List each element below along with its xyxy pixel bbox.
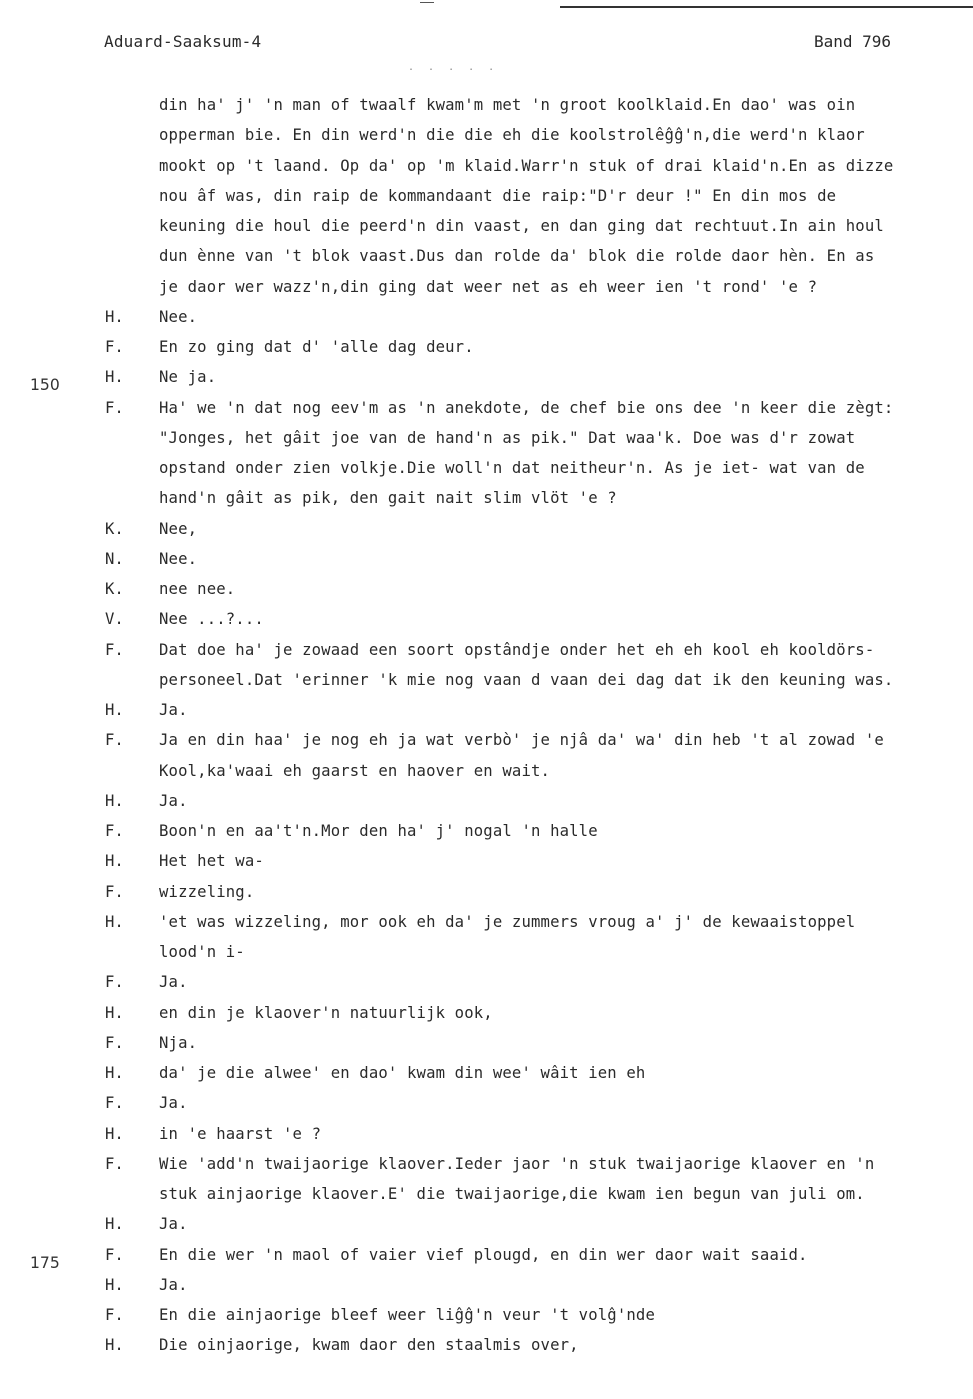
transcript-line	[0, 1270, 973, 1300]
margin-line-number: 150	[30, 376, 60, 395]
utterance-text: nou âf was, din raip de kommandaant die raip:"D'r deur !" En din mos de	[159, 186, 837, 205]
utterance-text: Ja.	[159, 1215, 188, 1234]
transcript-line	[0, 120, 973, 150]
transcript-line	[0, 272, 973, 302]
utterance-text: Nee,	[159, 519, 198, 538]
transcript-line	[0, 302, 973, 332]
speaker-label: F.	[105, 1245, 124, 1264]
utterance-text: Ne ja.	[159, 368, 217, 387]
utterance-text: Kool,ka'waai eh gaarst en haover en wait.	[159, 761, 551, 780]
utterance-text: opperman bie. En din werd'n die die eh die koolstrolêĝĝ'n,die werd'n klaor	[159, 126, 865, 145]
speaker-label: F.	[105, 338, 124, 356]
speaker-label: H.	[105, 1124, 124, 1143]
speaker-label: F.	[105, 398, 124, 417]
speaker-label: N.	[105, 549, 124, 568]
transcript-line	[0, 846, 973, 876]
band-number: Band 796	[814, 32, 892, 51]
utterance-text: en din je klaover'n natuurlijk ook,	[159, 1003, 493, 1022]
transcript-line	[0, 1028, 973, 1058]
transcript-line	[0, 514, 973, 544]
utterance-text: nee nee.	[159, 580, 236, 598]
transcript-line	[0, 151, 973, 181]
transcript-line	[0, 695, 973, 725]
transcript-line	[0, 241, 973, 271]
speaker-label: H.	[105, 701, 124, 719]
transcript-line	[0, 1149, 973, 1179]
transcript-line	[0, 544, 973, 574]
speaker-label: H.	[105, 307, 124, 326]
transcript-line	[0, 483, 973, 513]
speaker-label: H.	[105, 852, 124, 871]
utterance-text: Nee ...?...	[159, 610, 264, 629]
transcript-line	[0, 604, 973, 634]
utterance-text: Die oinjaorige, kwam daor den staalmis over,	[159, 1336, 579, 1355]
utterance-text: "Jonges, het gâit joe van de hand'n as pik." Dat waa'k. Doe was d'r zowat	[159, 428, 856, 447]
utterance-text: opstand onder zien volkje.Die woll'n dat neitheur'n. As je iet- wat van de	[159, 459, 865, 477]
speaker-label: K.	[105, 580, 124, 598]
utterance-text: stuk ainjaorige klaover.E' die twaijaorige,die kwam ien begun van juli om.	[159, 1185, 865, 1203]
speaker-label: F.	[105, 640, 124, 659]
utterance-text: Ja.	[159, 1094, 188, 1113]
utterance-text: Het het wa-	[159, 852, 264, 871]
margin-line-number: 175	[30, 1253, 60, 1272]
utterance-text: Ja.	[159, 791, 188, 810]
transcript-line	[0, 635, 973, 665]
utterance-text: 'et was wizzeling, mor ook eh da' je zummers vroug a' j' de kewaaistoppel	[159, 912, 856, 931]
transcript-line	[0, 393, 973, 423]
speaker-label: F.	[105, 1033, 124, 1052]
transcript-line	[0, 1088, 973, 1118]
speaker-label: H.	[105, 791, 124, 810]
top-mark	[420, 2, 434, 3]
speaker-label: H.	[105, 368, 124, 387]
transcript-line	[0, 332, 973, 362]
speaker-label: F.	[105, 822, 124, 840]
transcript-line	[0, 1179, 973, 1209]
transcript-line	[0, 907, 973, 937]
speaker-label: H.	[105, 1215, 124, 1234]
transcript-line	[0, 998, 973, 1028]
speaker-label: H.	[105, 912, 124, 931]
utterance-text: Ja en din haa' je nog eh ja wat verbò' je njâ da' wa' din heb 't al zowad 'e	[159, 731, 884, 750]
transcript-line	[0, 1119, 973, 1149]
utterance-text: Ha' we 'n dat nog eev'm as 'n anekdote, de chef bie ons dee 'n keer die zègt:	[159, 398, 894, 417]
transcript-line	[0, 786, 973, 816]
speaker-label: F.	[105, 1154, 124, 1173]
transcript-line	[0, 1300, 973, 1330]
utterance-text: personeel.Dat 'erinner 'k mie nog vaan d vaan dei dag dat ik den keuning was.	[159, 670, 894, 689]
utterance-text: Nee.	[159, 307, 198, 326]
speaker-label: F.	[105, 1094, 124, 1113]
speaker-label: F.	[105, 731, 124, 750]
utterance-text: Dat doe ha' je zowaad een soort opstândje onder het eh eh kool eh kooldörs-	[159, 640, 875, 659]
speaker-label: H.	[105, 1003, 124, 1022]
transcript-line	[0, 756, 973, 786]
speaker-label: H.	[105, 1275, 124, 1294]
utterance-text: En die ainjaorige bleef weer liĝĝ'n veur 't volĝ'nde	[159, 1306, 655, 1324]
transcript-line	[0, 1330, 973, 1360]
utterance-text: En die wer 'n maol of vaier vief plougd, en din wer daor wait saaid.	[159, 1245, 808, 1264]
utterance-text: hand'n gâit as pik, den gait nait slim vlöt 'e ?	[159, 489, 617, 508]
utterance-text: je daor wer wazz'n,din ging dat weer net as eh weer ien 't rond' 'e ?	[159, 277, 818, 296]
utterance-text: Nja.	[159, 1033, 198, 1052]
utterance-text: dun ènne van 't blok vaast.Dus dan rolde da' blok die rolde daor hèn. En as	[159, 247, 875, 266]
speaker-label: K.	[105, 519, 124, 538]
speaker-label: V.	[105, 610, 124, 629]
transcript-line	[0, 574, 973, 604]
transcript-line	[0, 181, 973, 211]
speaker-label: H.	[105, 1336, 124, 1355]
utterance-text: mookt op 't laand. Op da' op 'm klaid.Warr'n stuk of drai klaid'n.En as dizze	[159, 156, 894, 175]
transcript-line	[0, 725, 973, 755]
speaker-label: F.	[105, 882, 124, 901]
utterance-text: Ja.	[159, 1275, 188, 1294]
transcript-line	[0, 816, 973, 846]
utterance-text: En zo ging dat d' 'alle dag deur.	[159, 338, 474, 356]
utterance-text: in 'e haarst 'e ?	[159, 1124, 322, 1143]
transcript-line	[0, 211, 973, 241]
top-rule	[560, 6, 973, 8]
utterance-text: Boon'n en aa't'n.Mor den ha' j' nogal 'n halle	[159, 822, 598, 840]
utterance-text: lood'n i-	[159, 943, 245, 961]
transcript-line	[0, 1209, 973, 1239]
speaker-label: F.	[105, 973, 124, 992]
utterance-text: din ha' j' 'n man of twaalf kwam'm met 'n groot koolklaid.En dao' was oin	[159, 96, 856, 114]
transcript-line	[0, 967, 973, 997]
transcript-line	[0, 453, 973, 483]
utterance-text: Wie 'add'n twaijaorige klaover.Ieder jaor 'n stuk twaijaorige klaover en 'n	[159, 1154, 875, 1173]
utterance-text: Nee.	[159, 549, 198, 568]
utterance-text: Ja.	[159, 973, 188, 992]
utterance-text: keuning die houl die peerd'n din vaast, en dan ging dat rechtuut.In ain houl	[159, 217, 884, 235]
document-title: Aduard-Saaksum-4	[104, 32, 262, 51]
transcript-line	[0, 877, 973, 907]
speaker-label: F.	[105, 1306, 124, 1324]
transcript-line	[0, 423, 973, 453]
transcript-line	[0, 1058, 973, 1088]
transcript-line	[0, 90, 973, 120]
utterance-text: da' je die alwee' en dao' kwam din wee' wâit ien eh	[159, 1064, 646, 1082]
transcript-line	[0, 665, 973, 695]
speaker-label: H.	[105, 1064, 124, 1082]
stray-dots: . . . . .	[408, 62, 499, 73]
transcript-line	[0, 1240, 973, 1270]
utterance-text: Ja.	[159, 701, 188, 719]
transcript-line	[0, 937, 973, 967]
transcript-line	[0, 362, 973, 392]
utterance-text: wizzeling.	[159, 882, 255, 901]
